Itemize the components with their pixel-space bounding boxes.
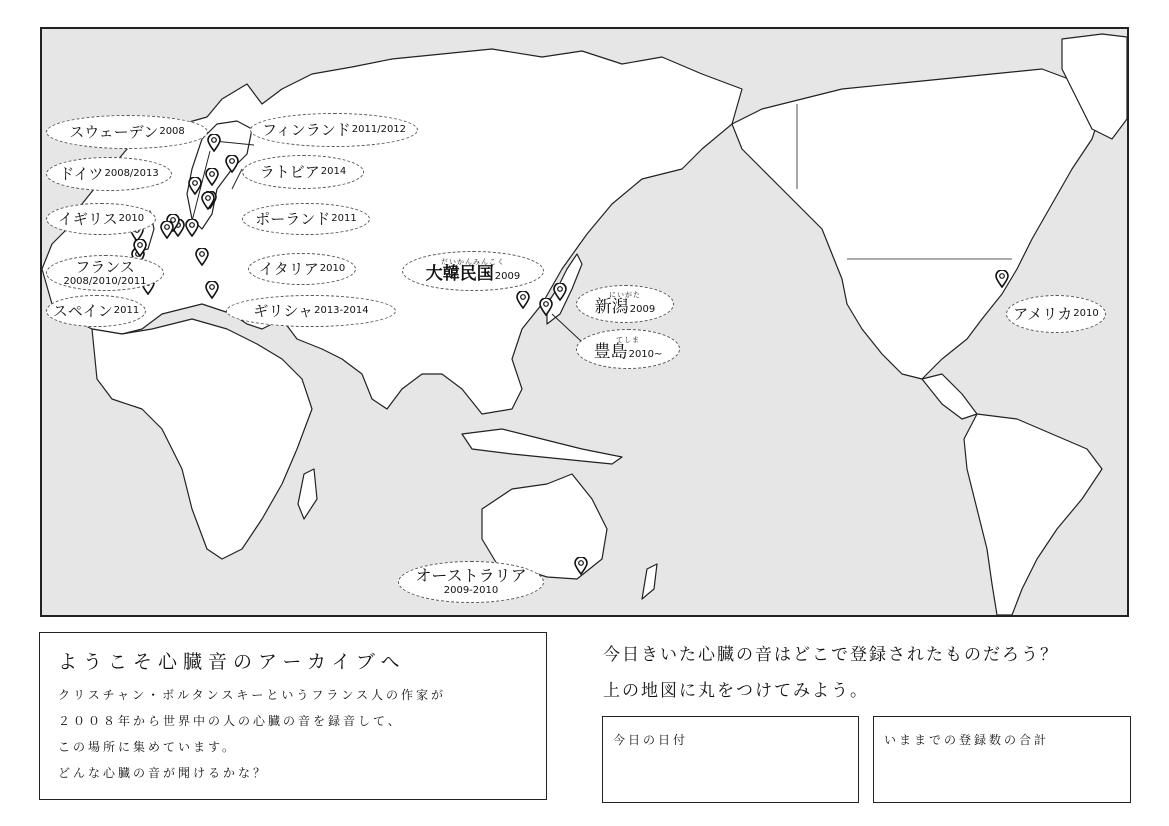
label-year: 2011 bbox=[113, 305, 140, 316]
label-name: ドイツ bbox=[59, 164, 104, 183]
label-poland bbox=[242, 203, 370, 235]
label-germany bbox=[46, 157, 172, 191]
todays-date-label: 今日の日付 bbox=[613, 733, 689, 747]
map-pin-icon bbox=[133, 239, 147, 257]
label-name: フィンランド bbox=[261, 120, 351, 139]
map-pin-icon bbox=[188, 177, 202, 195]
welcome-line-1: クリスチャン・ボルタンスキーというフランス人の作家が bbox=[58, 688, 446, 702]
south-america bbox=[964, 414, 1102, 615]
map-pin-icon bbox=[205, 168, 219, 186]
map-pin-icon bbox=[185, 219, 199, 237]
map-pin-icon bbox=[195, 248, 209, 266]
label-year: 2010 bbox=[319, 263, 346, 274]
map-pin-icon bbox=[995, 270, 1009, 288]
label-name: イギリス bbox=[57, 209, 118, 228]
welcome-line-2: ２００８年から世界中の人の心臓の音を録音して、 bbox=[58, 714, 403, 728]
todays-date-box[interactable] bbox=[602, 716, 859, 803]
label-year: 2010 bbox=[1073, 308, 1099, 319]
label-finland bbox=[250, 113, 418, 147]
map-pin-icon bbox=[553, 283, 567, 301]
label-year: 2014 bbox=[320, 166, 347, 177]
map-pin-icon bbox=[201, 192, 215, 210]
welcome-title: ようこそ心臓音のアーカイブへ bbox=[58, 651, 406, 673]
world-map bbox=[40, 27, 1129, 617]
label-italy bbox=[248, 253, 356, 285]
central-america bbox=[922, 374, 977, 419]
label-sweden bbox=[46, 115, 208, 149]
label-greece bbox=[226, 295, 396, 327]
label-name: ラトビア bbox=[259, 162, 320, 181]
welcome-line-3: この場所に集めています。 bbox=[58, 740, 238, 754]
label-name: スウェーデン bbox=[69, 122, 159, 141]
label-year: 2009 bbox=[494, 271, 521, 282]
label-france bbox=[46, 255, 164, 291]
total-registrations-label: いままでの登録数の合計 bbox=[884, 733, 1050, 747]
label-year: 2008/2013 bbox=[104, 168, 159, 179]
question-line-2: 上の地図に丸をつけてみよう。 bbox=[603, 681, 869, 701]
label-latvia bbox=[242, 155, 364, 189]
world-map-drawing bbox=[42, 29, 1127, 615]
label-name: スペイン bbox=[52, 301, 113, 320]
label-year: 2013-2014 bbox=[314, 305, 369, 316]
label-ruby: にいがた bbox=[609, 291, 641, 299]
label-name: 新潟 bbox=[594, 297, 629, 317]
label-name: 豊島 bbox=[593, 342, 628, 362]
welcome-line-4: どんな心臓の音が聞けるかな？ bbox=[58, 766, 269, 780]
label-name: 大韓民国 bbox=[425, 264, 494, 284]
label-teshima bbox=[576, 329, 680, 369]
map-pin-icon bbox=[574, 557, 588, 575]
map-pin-icon bbox=[205, 281, 219, 299]
label-uk bbox=[46, 203, 156, 235]
madagascar bbox=[298, 469, 317, 519]
label-year: 2008/2010/2011 bbox=[63, 275, 147, 287]
label-year: 2008 bbox=[159, 126, 185, 137]
label-year: 2010 bbox=[118, 213, 145, 224]
map-pin-icon bbox=[516, 291, 530, 309]
label-name: ギリシャ bbox=[253, 301, 314, 320]
label-year: 2011/2012 bbox=[351, 124, 407, 135]
label-usa bbox=[1006, 295, 1106, 333]
label-name: ポーランド bbox=[255, 209, 331, 228]
label-name: イタリア bbox=[258, 259, 319, 278]
map-pin-icon bbox=[539, 298, 553, 316]
welcome-box bbox=[39, 632, 547, 800]
label-ruby: てしま bbox=[616, 336, 640, 344]
map-pin-icon bbox=[160, 221, 174, 239]
new-zealand bbox=[642, 564, 657, 599]
label-niigata bbox=[576, 285, 674, 323]
label-korea bbox=[402, 251, 544, 291]
label-name: オーストラリア bbox=[415, 566, 527, 585]
question-line-1: 今日きいた心臓の音はどこで登録されたものだろう？ bbox=[603, 645, 1059, 665]
label-spain bbox=[46, 295, 146, 327]
indonesia bbox=[462, 429, 622, 464]
label-year: 2010~ bbox=[628, 349, 663, 360]
label-year: 2011 bbox=[331, 213, 357, 224]
total-registrations-box[interactable] bbox=[873, 716, 1131, 803]
africa bbox=[92, 319, 312, 559]
label-australia bbox=[398, 561, 544, 603]
label-year: 2009 bbox=[629, 304, 656, 315]
map-pin-icon bbox=[207, 134, 221, 152]
label-ruby: だいかんみんこく bbox=[441, 258, 505, 266]
label-name: アメリカ bbox=[1013, 304, 1073, 323]
map-pin-icon bbox=[225, 155, 239, 173]
label-name: フランス bbox=[75, 257, 135, 276]
label-year: 2009-2010 bbox=[443, 585, 499, 596]
